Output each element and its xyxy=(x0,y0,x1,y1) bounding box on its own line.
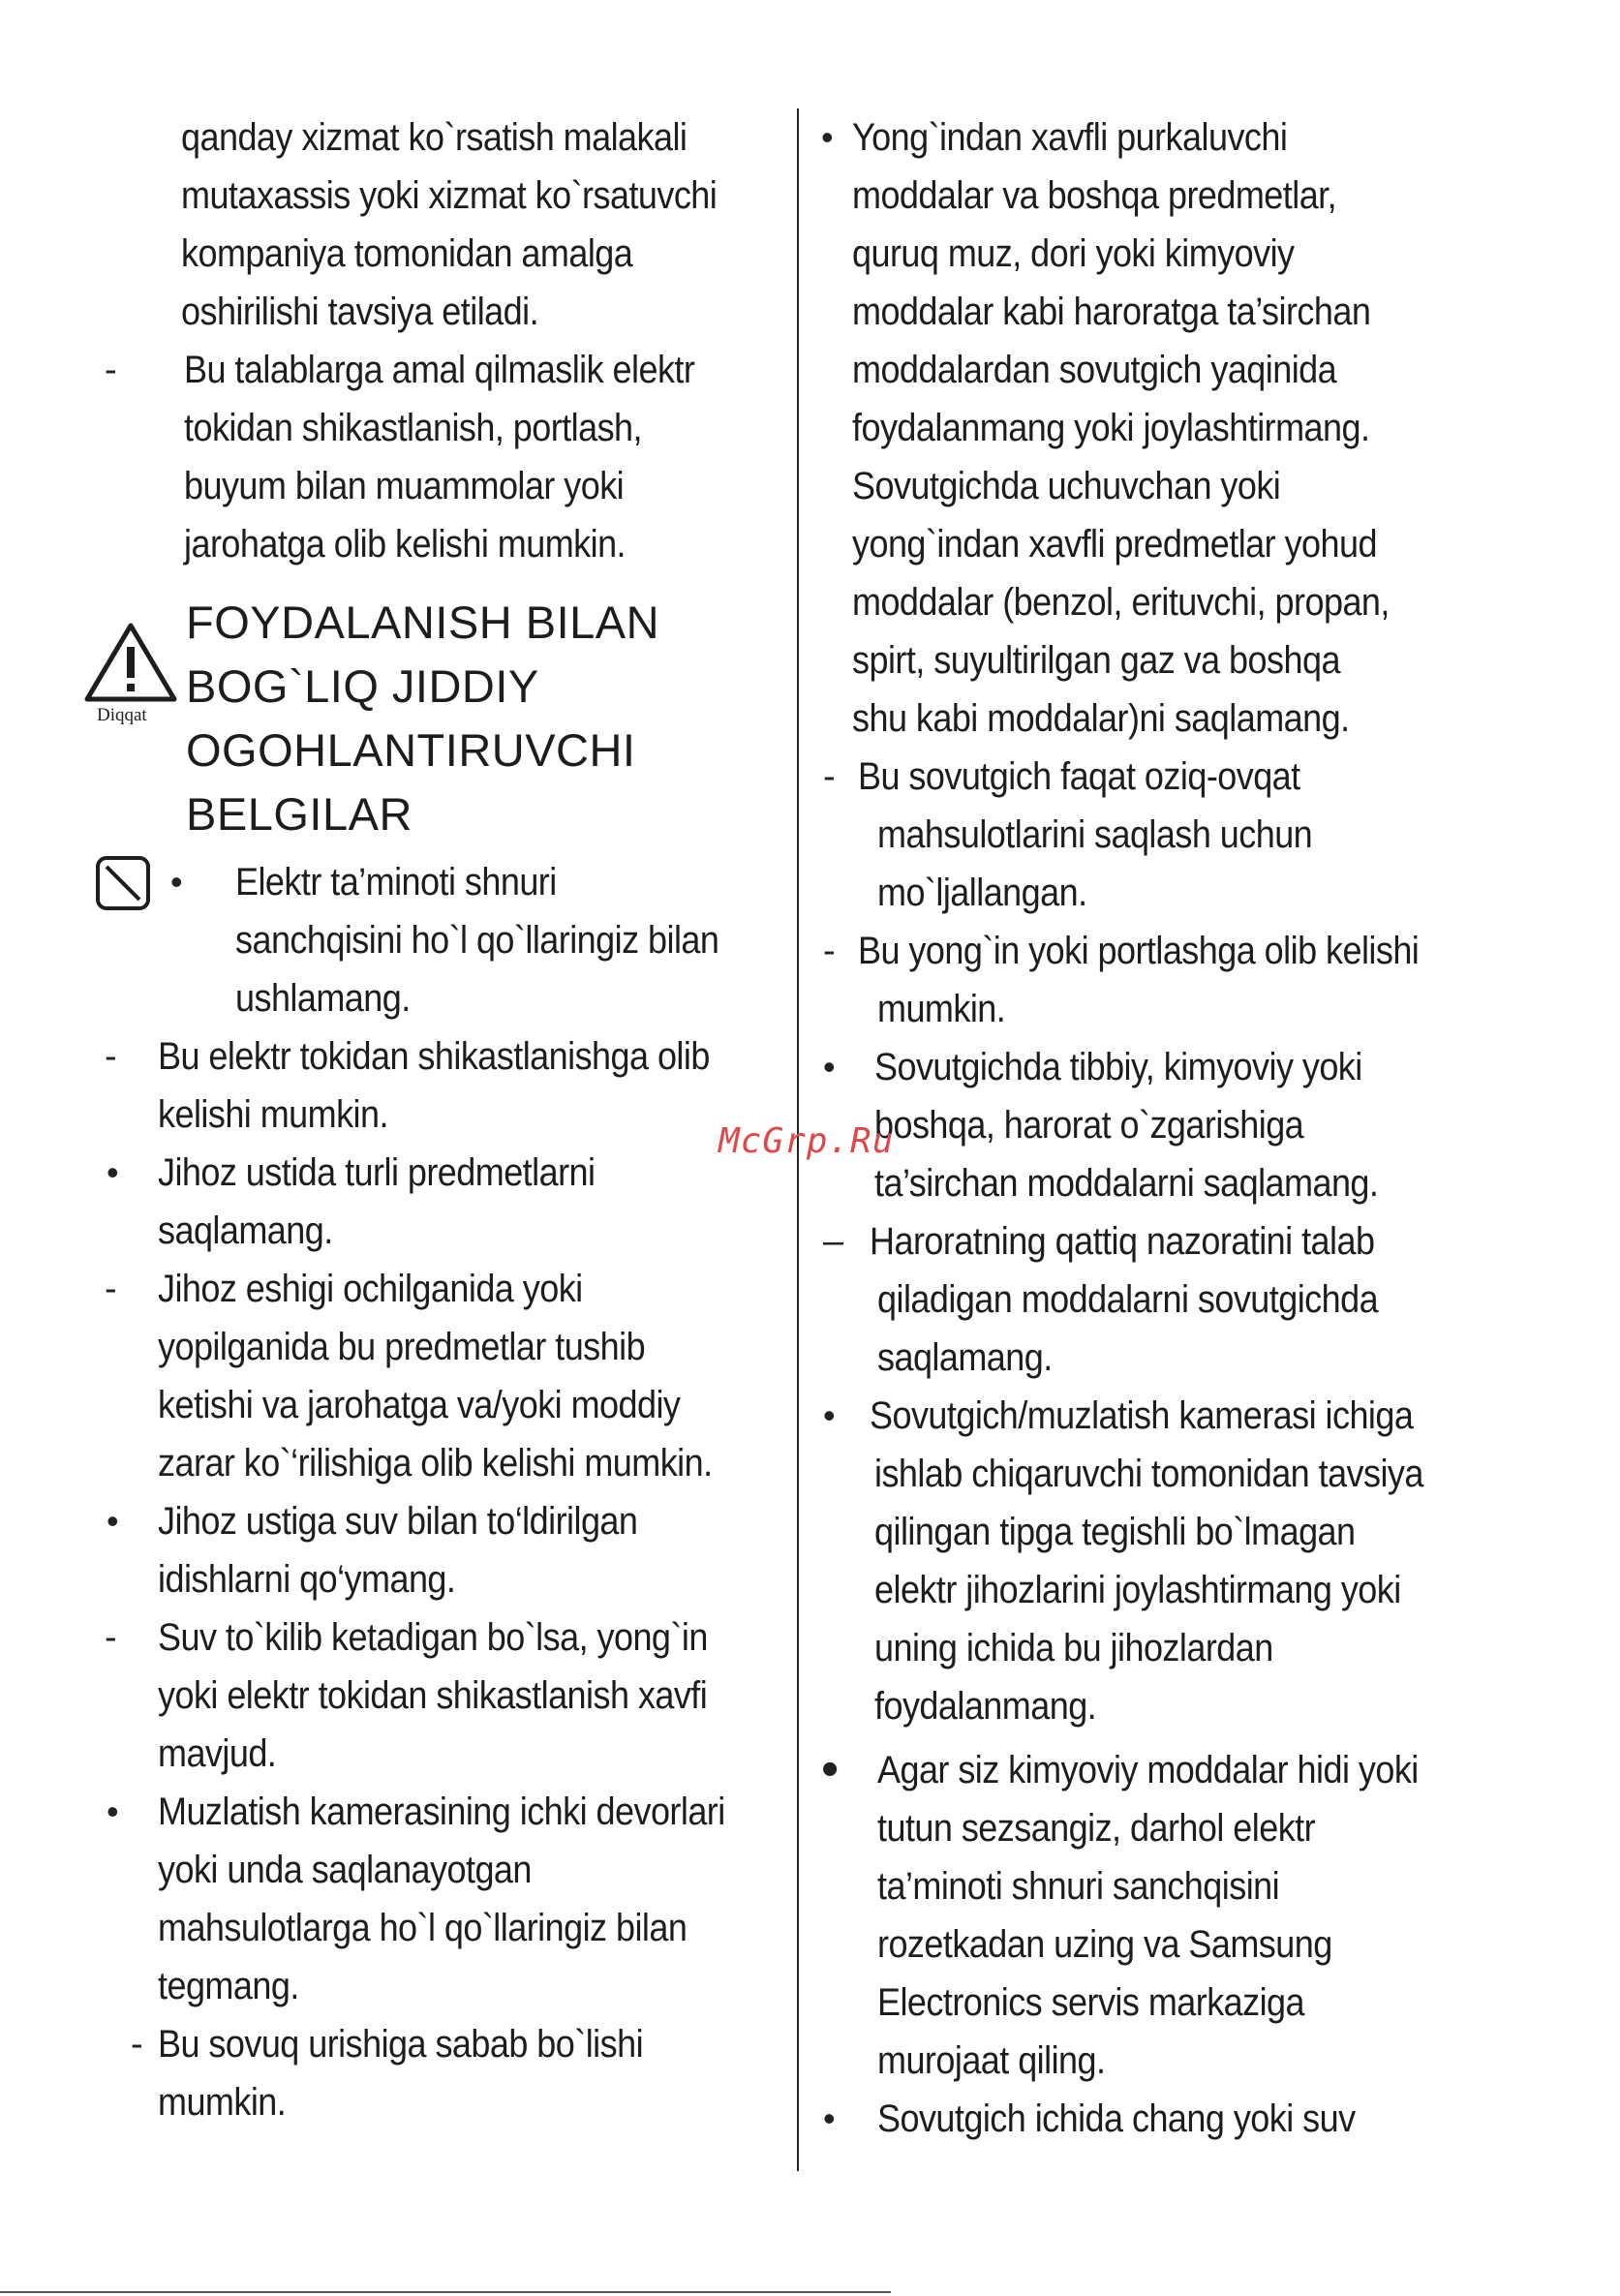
warning-triangle-icon xyxy=(82,620,179,707)
text-line: Elektr ta’minoti shnuri xyxy=(235,861,557,903)
text-line: oshirilishi tavsiya etiladi. xyxy=(181,291,539,333)
text-line: Suv to`kilib ketadigan bo`lsa, yong`in xyxy=(158,1616,708,1659)
text-line: mavjud. xyxy=(158,1732,277,1775)
text-line: qanday xizmat ko`rsatish malakali xyxy=(181,116,688,159)
text-line: moddalar va boshqa predmetlar, xyxy=(852,174,1337,217)
text-line: Bu elektr tokidan shikastlanishga olib xyxy=(158,1035,710,1078)
text-line: zarar ko`‘rilishiga olib kelishi mumkin. xyxy=(158,1442,713,1485)
bullet-marker: • xyxy=(823,1047,836,1087)
text-line: ushlamang. xyxy=(235,977,411,1020)
dash-marker: - xyxy=(105,1269,117,1309)
text-line: saqlamang. xyxy=(158,1209,333,1252)
warning-label: Diqqat xyxy=(97,705,147,725)
bullet-marker: • xyxy=(821,1741,840,1797)
bullet-marker: • xyxy=(107,1791,119,1831)
bullet-marker: • xyxy=(823,2098,836,2138)
long-dash-marker: – xyxy=(823,1221,844,1262)
text-line: Jihoz ustida turli predmetlarni xyxy=(158,1151,596,1194)
text-line: mutaxassis yoki xizmat ko`rsatuvchi xyxy=(181,174,718,217)
text-line: tutun sezsangiz, darhol elektr xyxy=(877,1807,1316,1850)
no-touch-icon xyxy=(95,855,151,911)
text-line: yong`indan xavfli predmetlar yohud xyxy=(852,523,1377,566)
text-line: Bu yong`in yoki portlashga olib kelishi xyxy=(858,930,1420,972)
section-heading: BELGILAR xyxy=(186,788,413,840)
text-line: ta’sirchan moddalarni saqlamang. xyxy=(874,1162,1379,1205)
text-line: mumkin. xyxy=(877,988,1006,1030)
text-line: uning ichida bu jihozlardan xyxy=(874,1627,1273,1669)
text-line: Agar siz kimyoviy moddalar hidi yoki xyxy=(877,1749,1419,1791)
text-line: Muzlatish kamerasining ichki devorlari xyxy=(158,1791,725,1833)
text-line: yoki elektr tokidan shikastlanish xavfi xyxy=(158,1674,708,1717)
text-line: ta’minoti shnuri sanchqisini xyxy=(877,1865,1280,1908)
bullet-marker: • xyxy=(107,1152,119,1192)
text-line: mahsulotlarga ho`l qo`llaringiz bilan xyxy=(158,1907,688,1949)
text-line: jarohatga olib kelishi mumkin. xyxy=(184,523,627,566)
text-line: mo`ljallangan. xyxy=(877,872,1087,914)
bullet-marker: • xyxy=(823,1395,836,1435)
text-line: qiladigan moddalarni sovutgichda xyxy=(877,1278,1379,1321)
text-line: moddalar (benzol, erituvchi, propan, xyxy=(852,581,1390,624)
text-line: foydalanmang yoki joylashtirmang. xyxy=(852,407,1370,449)
text-line: foydalanmang. xyxy=(874,1685,1097,1728)
dash-marker: - xyxy=(823,756,836,797)
text-line: Sovutgich ichida chang yoki suv xyxy=(877,2097,1356,2140)
section-heading: BOG`LIQ JIDDIY xyxy=(186,660,539,712)
text-line: mahsulotlarini saqlash uchun xyxy=(877,813,1313,856)
text-line: moddalardan sovutgich yaqinida xyxy=(852,349,1337,391)
text-line: sanchqisini ho`l qo`llaringiz bilan xyxy=(235,919,719,962)
text-line: ketishi va jarohatga va/yoki moddiy xyxy=(158,1384,681,1426)
bullet-marker: • xyxy=(107,1501,119,1541)
text-line: buyum bilan muammolar yoki xyxy=(184,465,625,507)
text-line: moddalar kabi haroratga ta’sirchan xyxy=(852,291,1371,333)
section-heading: FOYDALANISH BILAN xyxy=(186,597,660,648)
text-line: Haroratning qattiq nazoratini talab xyxy=(870,1220,1375,1263)
text-line: mumkin. xyxy=(158,2081,287,2124)
dash-marker: - xyxy=(131,2024,143,2065)
text-line: Sovutgichda uchuvchan yoki xyxy=(852,465,1281,507)
text-line: boshqa, harorat o`zgarishiga xyxy=(874,1104,1304,1147)
text-line: Jihoz eshigi ochilganida yoki xyxy=(158,1268,583,1310)
text-line: Bu sovuq urishiga sabab bo`lishi xyxy=(158,2023,644,2066)
footer-rule xyxy=(0,2291,891,2293)
text-line: tegmang. xyxy=(158,1965,299,2007)
text-line: Jihoz ustiga suv bilan to‘ldirilgan xyxy=(158,1500,638,1543)
bullet-marker: • xyxy=(821,117,834,157)
text-line: kompaniya tomonidan amalga xyxy=(181,232,633,275)
text-line: kelishi mumkin. xyxy=(158,1093,388,1136)
text-line: shu kabi moddalar)ni saqlamang. xyxy=(852,697,1350,740)
text-line: yopilganida bu predmetlar tushib xyxy=(158,1326,646,1368)
section-heading: OGOHLANTIRUVCHI xyxy=(186,724,636,776)
text-line: spirt, suyultirilgan gaz va boshqa xyxy=(852,639,1340,682)
text-line: tokidan shikastlanish, portlash, xyxy=(184,407,642,449)
text-line: Electronics servis markaziga xyxy=(877,1981,1305,2024)
dash-marker: - xyxy=(105,350,117,390)
dash-marker: - xyxy=(105,1036,117,1077)
watermark: McGrp.Ru xyxy=(718,1121,895,1161)
text-line: murojaat qiling. xyxy=(877,2039,1106,2082)
text-line: Sovutgichda tibbiy, kimyoviy yoki xyxy=(874,1046,1362,1088)
text-line: Yong`indan xavfli purkaluvchi xyxy=(852,116,1288,159)
text-line: Bu sovutgich faqat oziq-ovqat xyxy=(858,755,1300,798)
text-line: ishlab chiqaruvchi tomonidan tavsiya xyxy=(874,1453,1423,1495)
text-line: idishlarni qo‘ymang. xyxy=(158,1558,456,1601)
text-line: quruq muz, dori yoki kimyoviy xyxy=(852,232,1295,275)
text-line: rozetkadan uzing va Samsung xyxy=(877,1923,1332,1966)
text-line: Bu talablarga amal qilmaslik elektr xyxy=(184,349,695,391)
dash-marker: - xyxy=(823,931,836,971)
text-line: saqlamang. xyxy=(877,1336,1053,1379)
dash-marker: - xyxy=(105,1617,117,1658)
bullet-marker: • xyxy=(170,862,183,902)
text-line: yoki unda saqlanayotgan xyxy=(158,1849,532,1891)
text-line: qilingan tipga tegishli bo`lmagan xyxy=(874,1511,1356,1553)
text-line: Sovutgich/muzlatish kamerasi ichiga xyxy=(870,1394,1414,1437)
text-line: elektr jihozlarini joylashtirmang yoki xyxy=(874,1569,1401,1611)
